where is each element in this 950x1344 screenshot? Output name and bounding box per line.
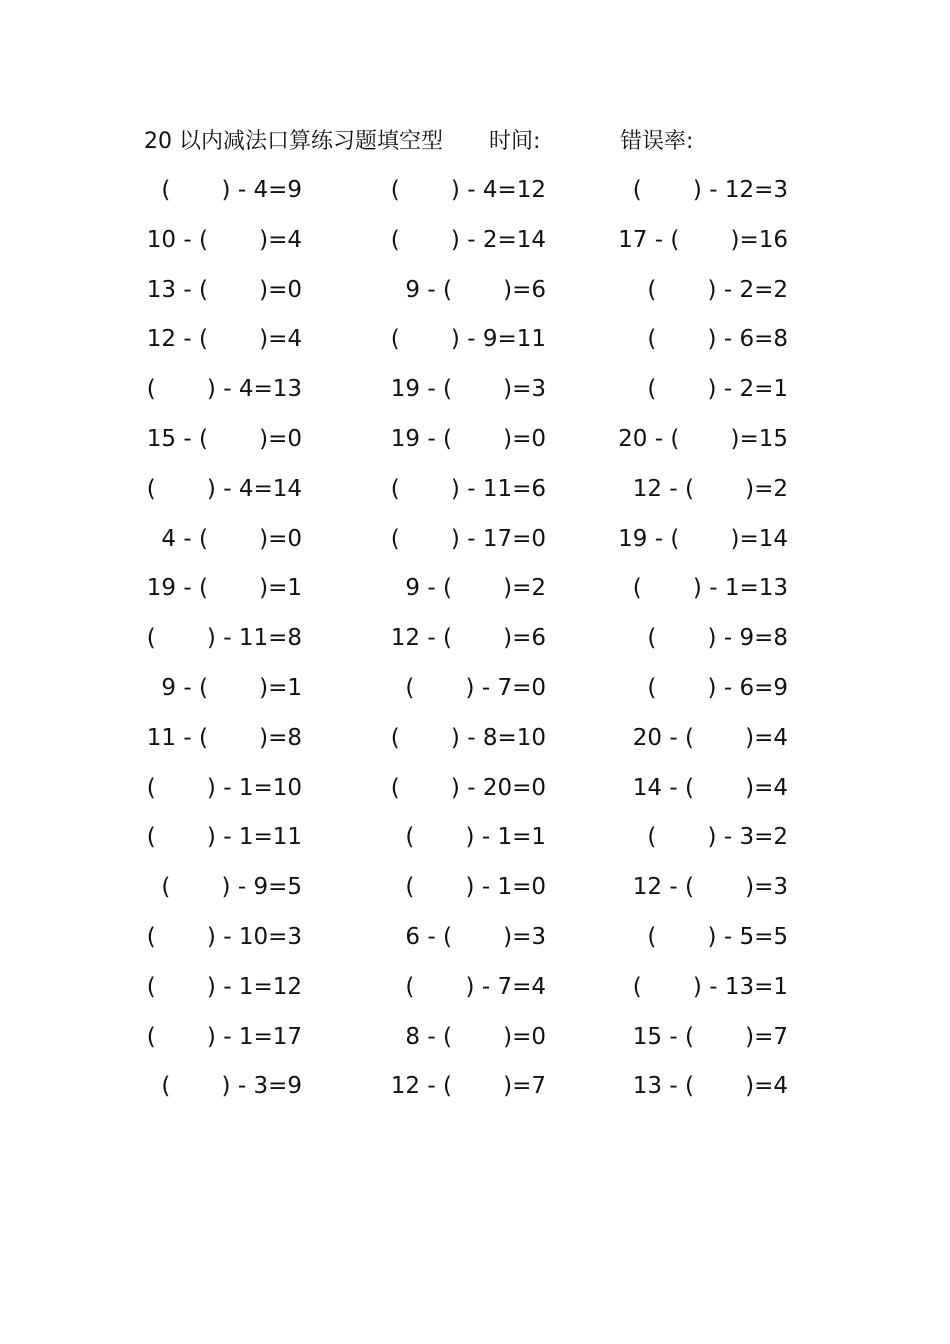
subtraction-problem: ( ) - 2=1 <box>647 376 788 403</box>
subtraction-problem: 19 - ( )=3 <box>390 376 546 403</box>
subtraction-problem: ( ) - 1=1 <box>405 824 546 851</box>
subtraction-problem: 15 - ( )=0 <box>146 425 302 452</box>
subtraction-problem: ( ) - 1=17 <box>146 1023 302 1050</box>
subtraction-problem: ( ) - 12=3 <box>632 177 788 203</box>
problem-row <box>0 622 950 672</box>
subtraction-problem: ( ) - 3=9 <box>161 1073 302 1100</box>
problem-grid <box>0 174 950 1120</box>
subtraction-problem: 9 - ( )=2 <box>405 575 546 602</box>
subtraction-problem: 17 - ( )=16 <box>618 226 788 253</box>
problem-row <box>0 772 950 822</box>
problem-row <box>0 971 950 1021</box>
problem-row <box>0 871 950 921</box>
problem-row <box>0 323 950 373</box>
subtraction-problem: 12 - ( )=2 <box>632 475 788 502</box>
problem-row <box>0 672 950 722</box>
subtraction-problem: 9 - ( )=1 <box>161 674 302 701</box>
subtraction-problem: ( ) - 4=14 <box>146 475 302 502</box>
subtraction-problem: 12 - ( )=7 <box>390 1073 546 1100</box>
subtraction-problem: ( ) - 17=0 <box>390 525 546 552</box>
subtraction-problem: ( ) - 4=9 <box>161 177 302 203</box>
problem-row <box>0 1070 950 1120</box>
subtraction-problem: ( ) - 4=12 <box>390 177 546 203</box>
subtraction-problem: 20 - ( )=4 <box>632 724 788 751</box>
subtraction-problem: ( ) - 6=8 <box>647 326 788 353</box>
subtraction-problem: ( ) - 9=8 <box>647 625 788 652</box>
problem-row <box>0 572 950 622</box>
subtraction-problem: ( ) - 20=0 <box>390 774 546 801</box>
subtraction-problem: ( ) - 1=10 <box>146 774 302 801</box>
subtraction-problem: 19 - ( )=1 <box>146 575 302 602</box>
subtraction-problem: ( ) - 1=11 <box>146 824 302 851</box>
problem-row <box>0 473 950 523</box>
problem-row <box>0 1021 950 1071</box>
problem-row <box>0 821 950 871</box>
subtraction-problem: 8 - ( )=0 <box>405 1023 546 1050</box>
subtraction-problem: ( ) - 9=11 <box>390 326 546 353</box>
subtraction-problem: 12 - ( )=4 <box>146 326 302 353</box>
subtraction-problem: ( ) - 9=5 <box>161 874 302 901</box>
subtraction-problem: 19 - ( )=0 <box>390 425 546 452</box>
subtraction-problem: ( ) - 1=13 <box>632 575 788 602</box>
subtraction-problem: 20 - ( )=15 <box>618 425 788 452</box>
worksheet-title: 20 以内减法口算练习题填空型 <box>144 129 443 154</box>
subtraction-problem: ( ) - 3=2 <box>647 824 788 851</box>
problem-row <box>0 523 950 573</box>
subtraction-problem: ( ) - 4=13 <box>146 376 302 403</box>
subtraction-problem: ( ) - 13=1 <box>632 973 788 1000</box>
subtraction-problem: ( ) - 1=12 <box>146 973 302 1000</box>
problem-row <box>0 274 950 324</box>
subtraction-problem: ( ) - 6=9 <box>647 674 788 701</box>
subtraction-problem: ( ) - 2=2 <box>647 276 788 303</box>
subtraction-problem: ( ) - 10=3 <box>146 923 302 950</box>
subtraction-problem: ( ) - 11=6 <box>390 475 546 502</box>
subtraction-problem: 14 - ( )=4 <box>632 774 788 801</box>
time-label: 时间: <box>489 129 541 154</box>
subtraction-problem: 6 - ( )=3 <box>405 923 546 950</box>
subtraction-problem: ( ) - 7=0 <box>405 674 546 701</box>
problem-row <box>0 373 950 423</box>
subtraction-problem: 15 - ( )=7 <box>632 1023 788 1050</box>
subtraction-problem: ( ) - 1=0 <box>405 874 546 901</box>
subtraction-problem: ( ) - 5=5 <box>647 923 788 950</box>
subtraction-problem: 9 - ( )=6 <box>405 276 546 303</box>
subtraction-problem: 12 - ( )=6 <box>390 625 546 652</box>
subtraction-problem: ( ) - 7=4 <box>405 973 546 1000</box>
subtraction-problem: 13 - ( )=4 <box>632 1073 788 1100</box>
subtraction-problem: 13 - ( )=0 <box>146 276 302 303</box>
problem-row <box>0 722 950 772</box>
subtraction-problem: 12 - ( )=3 <box>632 874 788 901</box>
subtraction-problem: ( ) - 2=14 <box>390 226 546 253</box>
subtraction-problem: ( ) - 8=10 <box>390 724 546 751</box>
problem-row <box>0 224 950 274</box>
subtraction-problem: 10 - ( )=4 <box>146 226 302 253</box>
problem-row <box>0 423 950 473</box>
subtraction-problem: 19 - ( )=14 <box>618 525 788 552</box>
error-rate-label: 错误率: <box>620 129 694 154</box>
subtraction-problem: 11 - ( )=8 <box>146 724 302 751</box>
subtraction-problem: ( ) - 11=8 <box>146 625 302 652</box>
problem-row <box>0 174 950 224</box>
subtraction-problem: 4 - ( )=0 <box>161 525 302 552</box>
problem-row <box>0 921 950 971</box>
